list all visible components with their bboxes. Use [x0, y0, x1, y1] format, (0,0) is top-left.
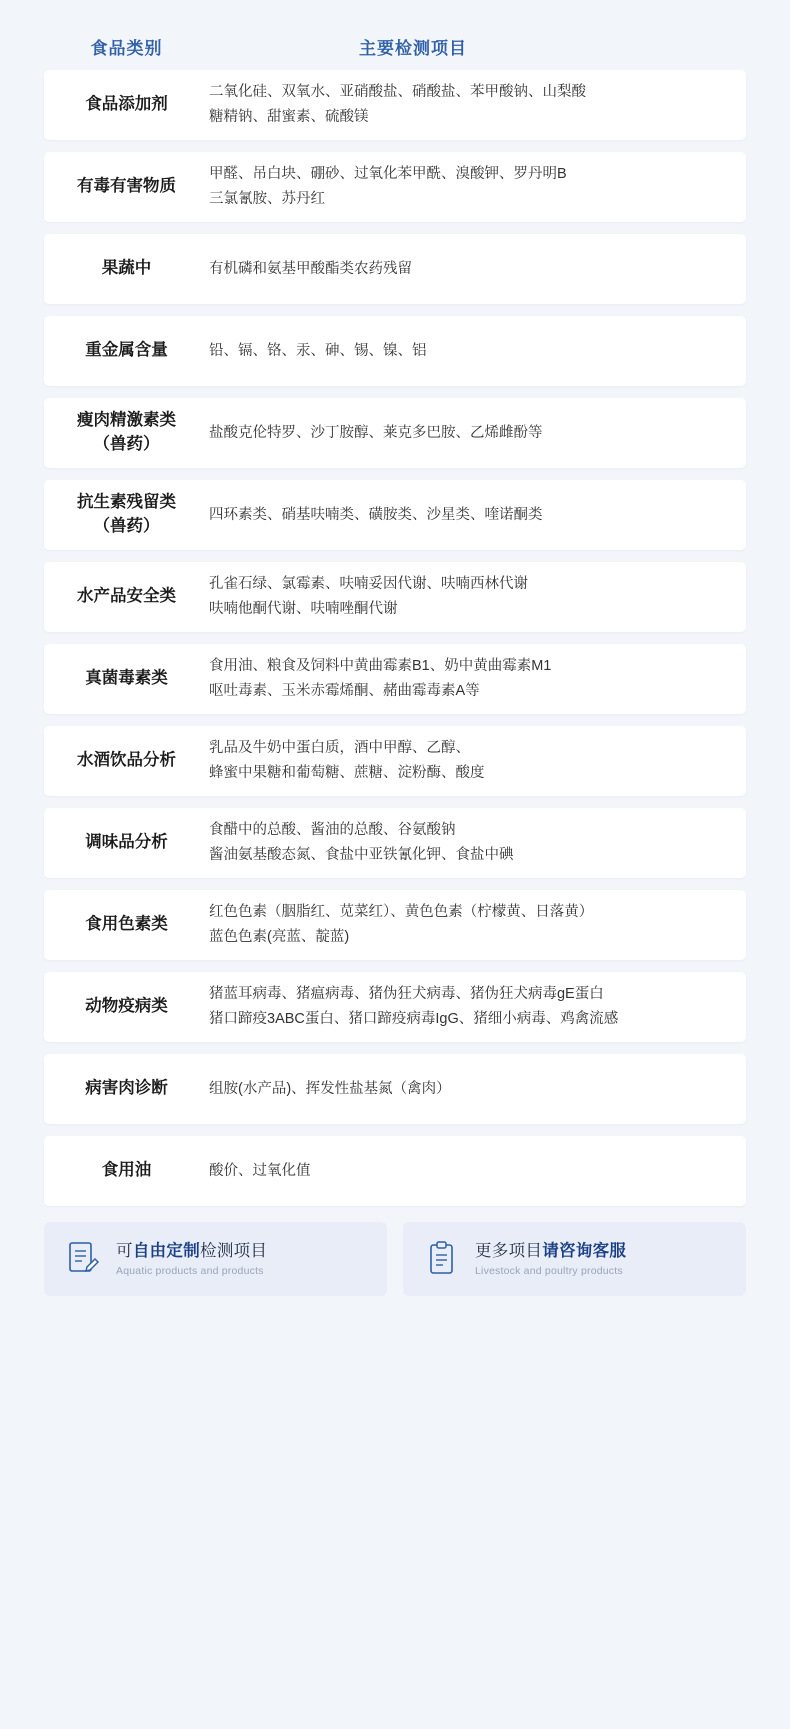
row-category-line: 真菌毒素类	[85, 669, 168, 688]
table-row	[44, 1054, 746, 1124]
row-category-line: 瘦肉精激素类	[77, 411, 176, 430]
row-item-line: 猪口蹄疫3ABC蛋白、猪口蹄疫病毒IgG、猪细小病毒、鸡禽流感	[209, 1011, 619, 1027]
table-row	[44, 808, 746, 878]
row-item-line: 二氧化硅、双氧水、亚硝酸盐、硝酸盐、苯甲酸钠、山梨酸	[209, 84, 586, 101]
footer-custom-text	[116, 1241, 267, 1277]
table-row	[44, 480, 746, 550]
row-item-line: 呋喃他酮代谢、呋喃唑酮代谢	[209, 601, 398, 617]
footer-custom-title-suffix: 检测项目	[200, 1241, 268, 1260]
table-row	[44, 972, 746, 1042]
row-category-line: （兽药）	[93, 435, 160, 453]
row-category-line: 动物疫病类	[85, 997, 168, 1016]
row-category	[44, 251, 209, 287]
table-row	[44, 398, 746, 468]
row-item-line: 有机磷和氨基甲酸酯类农药残留	[209, 260, 412, 277]
table-row	[44, 234, 746, 304]
detection-table	[44, 70, 746, 1206]
row-category	[44, 169, 209, 205]
row-category	[44, 1071, 209, 1107]
row-category-line: 食用油	[101, 1161, 152, 1180]
row-item-line: 酸价、过氧化值	[209, 1162, 311, 1179]
row-item-line: 四环素类、硝基呋喃类、磺胺类、沙星类、喹诺酮类	[209, 506, 543, 523]
row-items	[209, 493, 746, 538]
row-category	[44, 333, 209, 369]
footer-contact-title-prefix: 更多项目	[475, 1241, 543, 1260]
row-items	[209, 329, 746, 374]
document-edit-icon	[66, 1240, 100, 1278]
row-category-line: （兽药）	[93, 517, 160, 535]
footer-custom-projects[interactable]	[44, 1222, 387, 1296]
row-item-line: 盐酸克伦特罗、沙丁胺醇、莱克多巴胺、乙烯雌酚等	[209, 424, 543, 441]
row-category-line: 水产品安全类	[77, 587, 176, 606]
footer-contact-title	[475, 1241, 626, 1262]
row-items	[209, 808, 746, 878]
row-item-line: 蜂蜜中果糖和葡萄糖、蔗糖、淀粉酶、酸度	[209, 765, 485, 781]
row-category-line: 重金属含量	[85, 341, 168, 360]
table-row	[44, 316, 746, 386]
row-items	[209, 1067, 746, 1112]
footer-contact-title-bold: 请咨询客服	[542, 1241, 627, 1260]
row-item-line: 呕吐毒素、玉米赤霉烯酮、赭曲霉毒素A等	[209, 683, 480, 699]
row-items	[209, 70, 746, 140]
row-items	[209, 152, 746, 222]
row-item-line: 三氯氰胺、苏丹红	[209, 191, 325, 207]
row-category	[44, 825, 209, 861]
table-row	[44, 890, 746, 960]
footer-banners	[44, 1222, 746, 1326]
row-item-line: 铅、镉、铬、汞、砷、锡、镍、铝	[209, 342, 427, 359]
footer-custom-subtitle: Aquatic products and products	[116, 1265, 264, 1278]
table-header	[44, 0, 746, 70]
header-items: 主要检测项目	[359, 38, 467, 58]
footer-custom-title	[116, 1241, 267, 1262]
row-category	[44, 485, 209, 545]
table-row	[44, 152, 746, 222]
row-item-line: 红色色素（胭脂红、苋菜红）、黄色色素（柠檬黄、日落黄）	[209, 904, 594, 921]
row-category-line: 病害肉诊断	[85, 1079, 168, 1098]
table-row	[44, 70, 746, 140]
row-category-line: 食品添加剂	[85, 95, 168, 114]
row-category	[44, 579, 209, 615]
row-item-line: 孔雀石绿、氯霉素、呋喃妥因代谢、呋喃西林代谢	[209, 576, 528, 593]
row-category-line: 果蔬中	[101, 259, 152, 278]
row-item-line: 甲醛、吊白块、硼砂、过氧化苯甲酰、溴酸钾、罗丹明B	[209, 166, 567, 183]
row-item-line: 猪蓝耳病毒、猪瘟病毒、猪伪狂犬病毒、猪伪狂犬病毒gE蛋白	[209, 986, 604, 1003]
row-items	[209, 890, 746, 960]
row-category	[44, 989, 209, 1025]
row-items	[209, 972, 746, 1042]
clipboard-icon	[425, 1240, 459, 1278]
row-category	[44, 743, 209, 779]
footer-contact-text	[475, 1241, 626, 1277]
row-item-line: 组胺(水产品)、挥发性盐基氮（禽肉）	[209, 1080, 451, 1097]
table-row	[44, 644, 746, 714]
row-items	[209, 411, 746, 456]
row-category	[44, 403, 209, 463]
row-items	[209, 247, 746, 292]
row-item-line: 食用油、粮食及饲料中黄曲霉素B1、奶中黄曲霉素M1	[209, 658, 552, 675]
row-category	[44, 87, 209, 123]
row-category-line: 调味品分析	[85, 833, 168, 852]
row-item-line: 乳品及牛奶中蛋白质，酒中甲醇、乙醇、	[209, 740, 470, 757]
row-item-line: 糖精钠、甜蜜素、硫酸镁	[209, 109, 369, 125]
row-item-line: 蓝色色素(亮蓝、靛蓝)	[209, 929, 350, 945]
footer-custom-title-bold: 自由定制	[132, 1241, 201, 1260]
row-item-line: 酱油氨基酸态氮、食盐中亚铁氰化钾、食盐中碘	[209, 847, 514, 863]
table-row	[44, 562, 746, 632]
footer-contact-service[interactable]	[403, 1222, 746, 1296]
header-category: 食品类别	[90, 38, 163, 58]
table-row	[44, 726, 746, 796]
row-category	[44, 907, 209, 943]
row-category-line: 水酒饮品分析	[77, 751, 176, 770]
row-items	[209, 1149, 746, 1194]
row-items	[209, 644, 746, 714]
footer-contact-subtitle: Livestock and poultry products	[475, 1265, 623, 1278]
row-category	[44, 661, 209, 697]
row-category	[44, 1153, 209, 1189]
row-items	[209, 726, 746, 796]
row-category-line: 食用色素类	[85, 915, 168, 934]
row-items	[209, 562, 746, 632]
table-row	[44, 1136, 746, 1206]
footer-custom-title-prefix: 可	[116, 1241, 133, 1260]
row-item-line: 食醋中的总酸、酱油的总酸、谷氨酸钠	[209, 822, 456, 839]
row-category-line: 有毒有害物质	[77, 177, 176, 196]
row-category-line: 抗生素残留类	[77, 493, 176, 512]
